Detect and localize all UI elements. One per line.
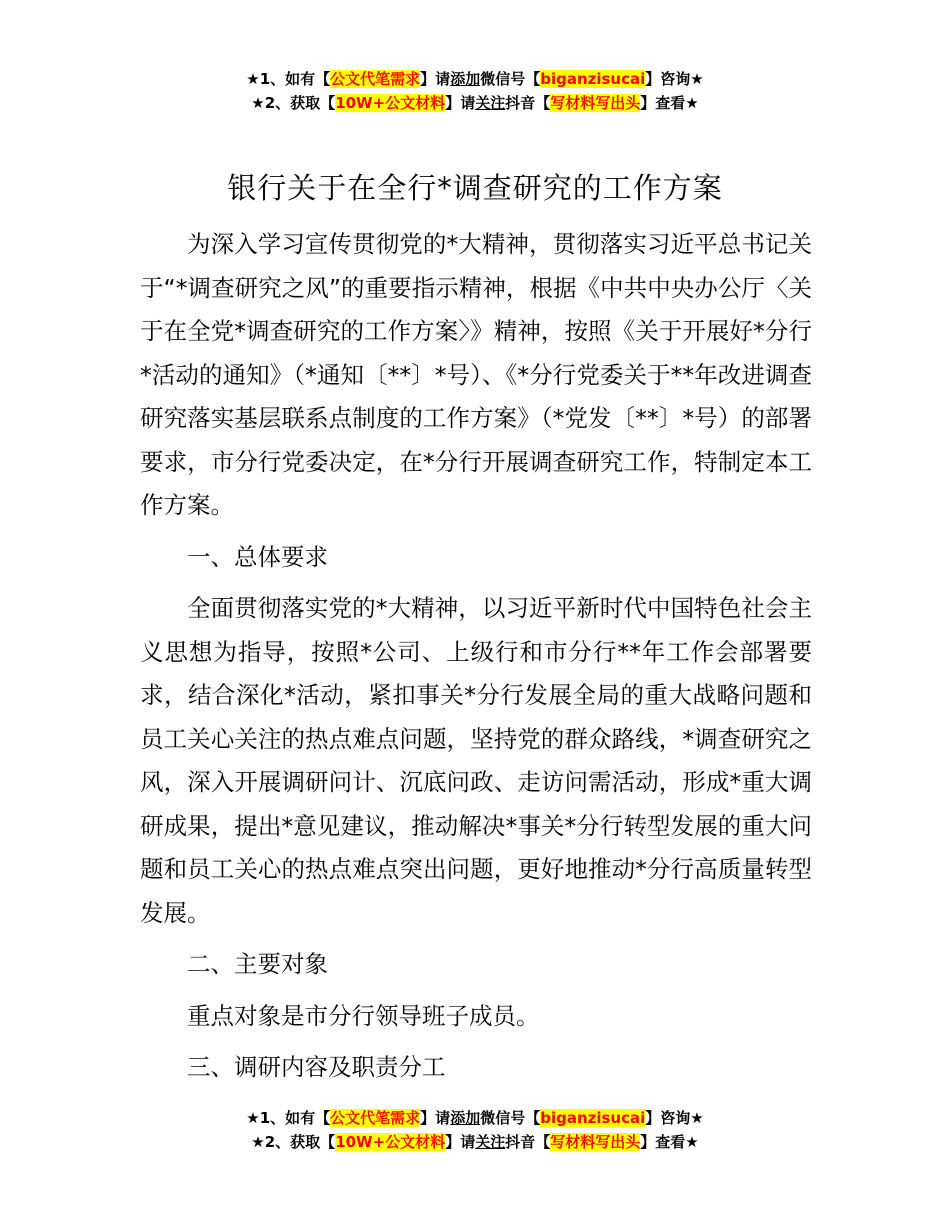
banner-line-2 — [0, 1130, 950, 1154]
banner-underlined: 关注 — [475, 1133, 506, 1151]
footer-banner — [0, 1106, 950, 1154]
banner-text: 】请 — [420, 70, 451, 88]
banner-underlined: 添加 — [450, 70, 481, 88]
banner-text: 】咨询★ — [645, 70, 704, 88]
banner-highlight: 公文代笔需求 — [330, 1109, 421, 1127]
banner-text: ★2、获取【 — [251, 94, 336, 112]
banner-line-1 — [0, 67, 950, 91]
banner-highlight: 10W+公文材料 — [335, 1133, 446, 1151]
section-paragraph: 全面贯彻落实党的*大精神，以习近平新时代中国特色社会主义思想为指导，按照*公司、上级行和市分行**年工作会部署要求，结合深化*活动，紧扣事关*分行发展全局的重大战略问题和员工关心关注的热点难点问题，坚持党的群众路线，*调查研究之风，深入开展调研问计、沉底问政、走访问需活动，形成*重大调研成果，提出*意见建议，推动解决*事关*分行转型发展的重大问题和员工关心的热点难点突出问题，更好地推动*分行高质量转型发展。 — [140, 594, 812, 927]
banner-line-1 — [0, 1106, 950, 1130]
banner-text: 抖音【 — [505, 94, 551, 112]
banner-underlined: 关注 — [475, 94, 506, 112]
intro-paragraph: 为深入学习宣传贯彻党的*大精神，贯彻落实习近平总书记关于“*调查研究之风”的重要指示精神，根据《中共中央办公厅〈关于在全党*调查研究的工作方案〉》精神，按照《关于开展好*分行*活动的通知》（*通知〔**〕*号）、《*分行党委关于**年改进调查研究落实基层联系点制度的工作方案》（*党发〔**〕*号）的部署要求，市分行党委决定，在*分行开展调查研究工作，特制定本工作方案。 — [140, 230, 812, 519]
section-heading: 三、调研内容及职责分工 — [187, 1053, 446, 1081]
header-banner — [0, 67, 950, 115]
banner-highlight: biganzisucai — [540, 1109, 646, 1127]
banner-text: 】查看★ — [640, 94, 699, 112]
document-title: 银行关于在全行*调查研究的工作方案 — [227, 171, 723, 205]
banner-text: ★1、如有【 — [246, 1109, 331, 1127]
section-heading: 二、主要对象 — [187, 950, 328, 978]
banner-highlight: 公文代笔需求 — [330, 70, 421, 88]
banner-text: 】请 — [445, 94, 476, 112]
banner-text: 微信号【 — [480, 70, 541, 88]
banner-text: ★1、如有【 — [246, 70, 331, 88]
section-heading: 一、总体要求 — [187, 542, 328, 571]
banner-highlight: 写材料写出头 — [550, 94, 641, 112]
banner-text: 】请 — [420, 1109, 451, 1127]
banner-text: ★2、获取【 — [251, 1133, 336, 1151]
banner-highlight: biganzisucai — [540, 70, 646, 88]
banner-text: 】查看★ — [640, 1133, 699, 1151]
banner-highlight: 写材料写出头 — [550, 1133, 641, 1151]
banner-underlined: 添加 — [450, 1109, 481, 1127]
banner-text: 】咨询★ — [645, 1109, 704, 1127]
banner-line-2 — [0, 91, 950, 115]
banner-text: 微信号【 — [480, 1109, 541, 1127]
banner-text: 】请 — [445, 1133, 476, 1151]
banner-text: 抖音【 — [505, 1133, 551, 1151]
document-body — [140, 223, 812, 1090]
section-paragraph: 重点对象是市分行领导班子成员。 — [187, 1001, 540, 1030]
banner-highlight: 10W+公文材料 — [335, 94, 446, 112]
